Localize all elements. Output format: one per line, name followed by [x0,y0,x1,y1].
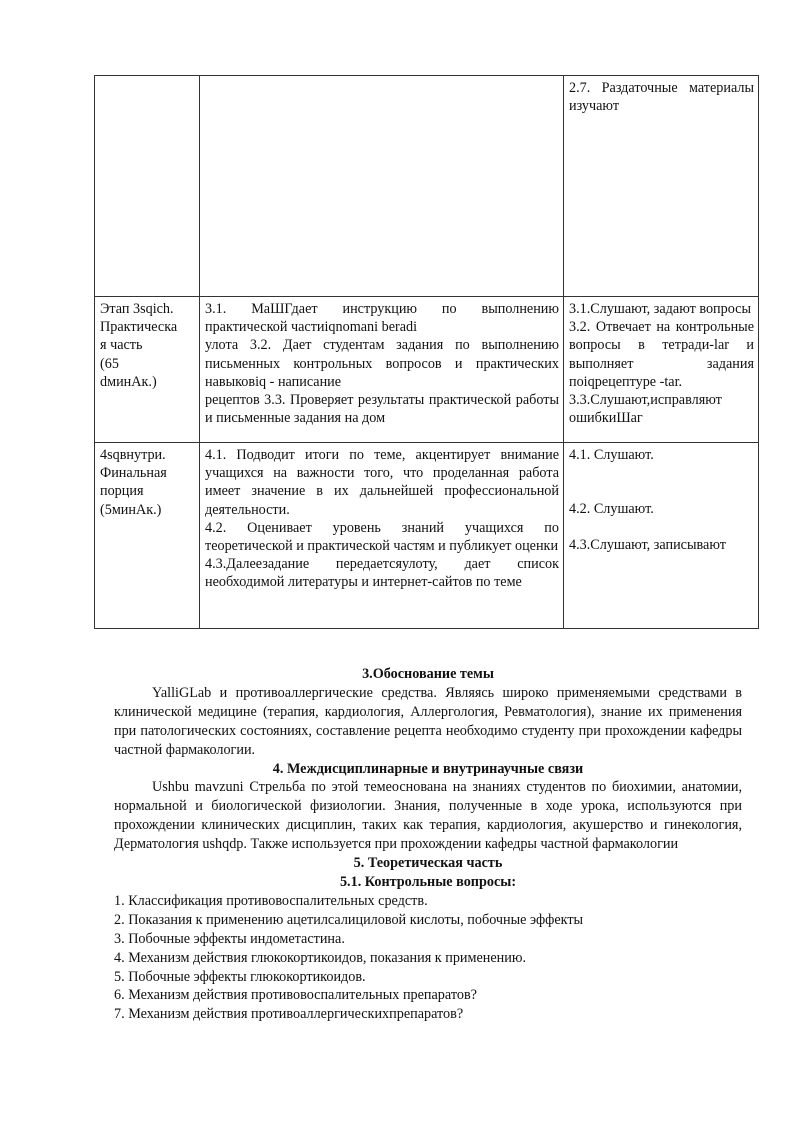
list-item: 6. Механизм действия противовоспалительных препаратов? [114,987,477,1004]
stage-line: порция [100,483,144,500]
document-body [114,665,742,1024]
teacher-activity-text: улота 3.2. Дает студентам задания по выполнению письменных контрольных вопросов и практических навыковiq - написание [205,337,559,390]
teacher-activity-text: рецептов 3.3. Проверяет результаты практической работы и письменные задания на дом [205,392,559,427]
table-row [95,443,759,629]
student-activity-text: 3.3.Слушают,исправляют ошибкиШаг [569,392,722,427]
stage-line: (5минАк.) [100,501,162,518]
section-paragraph: Ushbu mavzuni Стрельба по этой темеоснована на знаниях студентов по биохимии, анатомии, нормальной и биологической физиологии. Знания, полученные в ходе урока, используются при прохождении клинических дисциплин, таких как терапия, кардиология, акушерство и гинекология, Дерматология ushqdp. Также используется при прохождении кафедры частной фармакологии [114,779,742,853]
student-activity-text: 3.2. Отвечает на контрольные вопросы в тетради-lar и выполняет задания пoiqрецептуре -tar. [569,319,754,390]
list-item: 2. Показания к применению ацетилсалициловой кислоты, побочные эффекты [114,911,584,928]
table-row [95,297,759,443]
section-title: 4. Междисциплинарные и внутринаучные связи [272,760,584,777]
student-activity-text: 4.3.Слушают, записывают [569,537,726,554]
list-item: 1. Классификация противовоспалительных средств. [114,892,428,909]
list-item: 5. Побочные эффекты глюкокортикоидов. [114,968,366,985]
subsection-title: 5.1. Контрольные вопросы: [339,873,517,890]
stage-line: Практическа [100,319,178,336]
teacher-activity-cell [200,443,564,629]
stage-line: Финальная [100,465,167,482]
teacher-activity-text: 4.3.Далеезадание передаетсяулоту, дает список необходимой литературы и интернет-сайтов по теме [205,556,559,591]
stage-line: (65 [100,355,119,372]
teacher-activity-cell [200,297,564,443]
stage-line: dминАк.) [100,373,157,390]
student-activity-text: 2.7. Раздаточные материалы изучают [569,80,754,115]
lesson-plan-table [94,75,759,629]
list-item: 7. Механизм действия противоаллергическихпрепаратов? [114,1006,464,1023]
teacher-activity-text: 4.1. Подводит итоги по теме, акцентирует внимание учащихся на важности того, что проделанная работа имеет значение в их дальнейшей профессиональной деятельности. [205,447,559,518]
stage-cell [95,297,200,443]
student-activity-cell [564,76,759,297]
list-item: 3. Побочные эффекты индометастина. [114,930,345,947]
list-item: 4. Механизм действия глюкокортикоидов, показания к применению. [114,949,527,966]
teacher-activity-text: 3.1. МаШГдает инструкцию по выполнению практической частиiqnomani beradi [205,301,559,336]
student-activity-cell [564,297,759,443]
stage-line: Этап 3sqich. [100,301,174,317]
student-activity-text: 4.2. Слушают. [569,501,654,518]
section-title: 5. Теоретическая часть [353,855,503,872]
teacher-activity-cell [200,76,564,297]
section-title: 3.Обоснование темы [362,666,494,682]
control-questions-list [114,892,742,1024]
student-activity-cell [564,443,759,629]
stage-line: 4sqвнутри. [100,447,166,463]
stage-line: я часть [100,337,143,354]
stage-cell [95,76,200,297]
student-activity-text: 4.1. Слушают. [569,447,654,463]
stage-cell [95,443,200,629]
table-row [95,76,759,297]
section-paragraph: YalliGLab и противоаллергические средства. Являясь широко применяемыми средствами в клинической медицине (терапия, кардиология, Аллергология, Ревматология), знание их применения при патологических состояниях, составление рецепта необходимо студенту при прохождении кафедры частной фармакологии. [114,684,742,758]
student-activity-text: 3.1.Слушают, задают вопросы [569,301,752,317]
teacher-activity-text: 4.2. Оценивает уровень знаний учащихся по теоретической и практической частям и публикует оценки [205,519,559,555]
